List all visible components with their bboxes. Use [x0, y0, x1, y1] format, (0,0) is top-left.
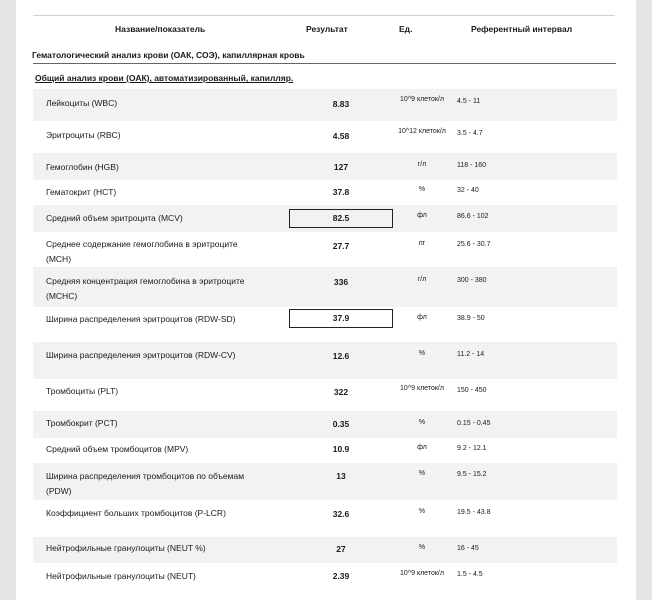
result-value: 13	[336, 471, 346, 481]
table-row	[33, 89, 617, 121]
table-row	[33, 463, 617, 500]
unit: %	[418, 470, 426, 477]
column-header-unit: Ед.	[399, 24, 413, 34]
result-value: 8.83	[332, 99, 350, 109]
result-value: 127	[333, 162, 349, 172]
test-name: Тромбоциты (PLT)	[46, 386, 119, 396]
table-row	[33, 563, 617, 593]
unit: фл	[417, 444, 427, 451]
test-name: Ширина распределения тромбоцитов по объемам (PDW)	[46, 471, 245, 496]
result-value: 27.7	[332, 241, 350, 251]
section-rule	[33, 63, 616, 64]
test-name: Коэффициент больших тромбоцитов (P-LCR)	[46, 508, 226, 518]
result-value: 10.9	[332, 444, 350, 454]
reference-range: 0.15 - 0.45	[457, 420, 491, 427]
unit: %	[418, 419, 426, 426]
result-value-flagged: 37.9	[289, 309, 393, 328]
result-value: 2.39	[332, 571, 350, 581]
unit: %	[418, 544, 426, 551]
result-value: 12.6	[332, 351, 350, 361]
test-name: Нейтрофильные гранулоциты (NEUT)	[46, 571, 196, 581]
test-name: Нейтрофильные гранулоциты (NEUT %)	[46, 543, 206, 553]
test-name: Средняя концентрация гемоглобина в эритроците (MCHC)	[46, 276, 245, 301]
lab-report-page	[16, 0, 636, 600]
table-row	[33, 232, 617, 267]
result-value: 27	[336, 544, 346, 554]
column-header-name: Название/показатель	[115, 24, 206, 34]
reference-range: 86.6 - 102	[457, 213, 489, 220]
test-name: Эритроциты (RBC)	[46, 130, 121, 140]
result-value-flagged: 82.5	[289, 209, 393, 228]
unit: пг	[418, 240, 426, 247]
reference-range: 38.9 - 50	[457, 315, 485, 322]
table-row	[33, 180, 617, 205]
column-header-result: Результат	[306, 24, 348, 34]
test-name: Среднее содержание гемоглобина в эритроците (MCH)	[46, 239, 238, 264]
table-row	[33, 342, 617, 379]
unit: г/л	[417, 276, 427, 283]
unit: 10^9 клеток/л	[400, 570, 444, 577]
subsection-title: Общий анализ крови (ОАК), автоматизированный, капилляр.	[35, 73, 294, 83]
table-row	[33, 205, 617, 232]
result-value: 322	[333, 387, 349, 397]
unit: %	[418, 350, 426, 357]
reference-range: 16 - 45	[457, 545, 479, 552]
reference-range: 11.2 - 14	[457, 351, 485, 358]
unit: 10^9 клеток/л	[400, 385, 444, 392]
table-row	[33, 307, 617, 342]
result-value: 4.58	[332, 131, 350, 141]
reference-range: 3.5 - 4.7	[457, 130, 483, 137]
reference-range: 118 - 160	[457, 162, 487, 169]
table-row	[33, 500, 617, 537]
unit: 10^9 клеток/л	[400, 96, 444, 103]
unit: 10^12 клеток/л	[398, 128, 446, 135]
table-row	[33, 121, 617, 153]
table-row	[33, 438, 617, 463]
reference-range: 19.5 - 43.8	[457, 509, 491, 516]
reference-range: 4.5 - 11	[457, 98, 481, 105]
unit: г/л	[417, 161, 427, 168]
reference-range: 9.5 - 15.2	[457, 471, 487, 478]
reference-range: 150 - 450	[457, 387, 487, 394]
test-name: Гематокрит (HCT)	[46, 187, 117, 197]
result-value: 32.6	[332, 509, 350, 519]
test-name: Ширина распределения эритроцитов (RDW-SD)	[46, 314, 236, 324]
unit: фл	[417, 212, 427, 219]
unit: %	[418, 186, 426, 193]
table-row	[33, 267, 617, 307]
section-title: Гематологический анализ крови (ОАК, СОЭ), капиллярная кровь	[32, 50, 305, 60]
test-name: Средний объем тромбоцитов (MPV)	[46, 444, 189, 454]
column-header-reference: Референтный интервал	[471, 24, 573, 34]
test-name: Тромбокрит (PCT)	[46, 418, 118, 428]
test-name: Гемоглобин (HGB)	[46, 162, 119, 172]
reference-range: 300 - 380	[457, 277, 487, 284]
test-name: Ширина распределения эритроцитов (RDW-CV)	[46, 350, 236, 360]
result-value: 336	[333, 277, 349, 287]
unit: фл	[417, 314, 427, 321]
test-name: Средний объем эритроцита (MCV)	[46, 213, 183, 223]
result-value: 0.35	[332, 419, 350, 429]
reference-range: 1.5 - 4.5	[457, 571, 483, 578]
reference-range: 25.6 - 30.7	[457, 241, 491, 248]
reference-range: 32 - 40	[457, 187, 479, 194]
table-row	[33, 411, 617, 438]
result-value: 37.8	[332, 187, 350, 197]
test-name: Лейкоциты (WBC)	[46, 98, 118, 108]
reference-range: 9.2 - 12.1	[457, 445, 487, 452]
table-row	[33, 537, 617, 563]
table-row	[33, 379, 617, 411]
table-row	[33, 153, 617, 180]
header-top-rule	[33, 15, 615, 16]
unit: %	[418, 508, 426, 515]
